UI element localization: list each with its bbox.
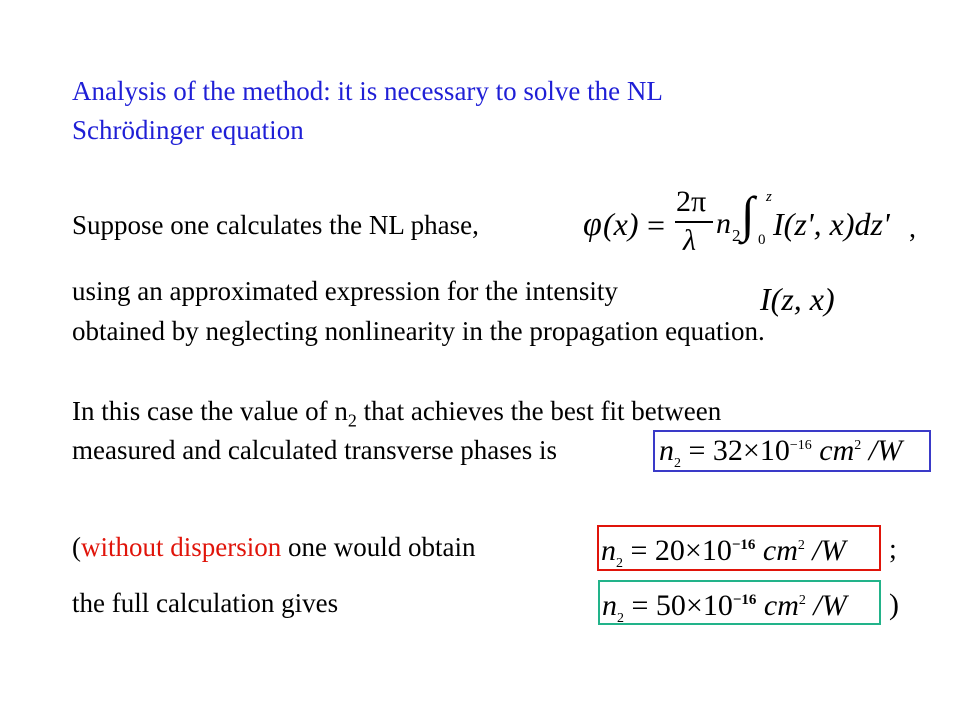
equals-sign: =	[647, 207, 666, 243]
no-dispersion-formula	[601, 534, 846, 571]
no-dispersion-formula-box	[597, 525, 881, 571]
phi-argument: (x)	[603, 206, 639, 242]
best-fit-per: /W	[868, 434, 903, 467]
without-open-paren: (	[72, 532, 81, 562]
case-line-1-after: that achieves the best fit between	[356, 396, 722, 426]
heading-line-1: Analysis of the method: it is necessary to solve the NL	[72, 76, 663, 106]
best-fit-unit-exponent: 2	[854, 438, 862, 453]
phase-formula	[583, 185, 943, 265]
best-fit-formula-box	[653, 430, 931, 472]
trailing-comma: ,	[909, 213, 916, 244]
no-dispersion-exponent: −16	[731, 537, 756, 553]
best-fit-formula	[659, 434, 903, 471]
full-calculation-n-sub: 2	[617, 611, 624, 626]
suppose-text: Suppose one calculates the NL phase,	[72, 210, 479, 240]
best-fit-exponent: −16	[789, 438, 812, 453]
without-line	[72, 534, 475, 561]
integrand: I(z', x)dz'	[773, 206, 890, 242]
integral-sign: ∫	[741, 186, 755, 242]
fraction-bar	[675, 221, 713, 223]
full-calculation-exponent: −16	[732, 592, 757, 608]
n-subscript: 2	[732, 226, 741, 245]
no-dispersion-value: = 20×10	[630, 534, 732, 567]
no-dispersion-n: n	[601, 534, 616, 567]
best-fit-n-sub: 2	[674, 456, 681, 471]
full-calculation-unit: cm	[763, 589, 799, 622]
phi-symbol: φ	[583, 206, 602, 243]
full-calculation-value: = 50×10	[631, 589, 733, 622]
full-calculation-text: the full calculation gives	[72, 588, 339, 618]
using-line-2: obtained by neglecting nonlinearity in the propagation equation.	[72, 316, 765, 346]
full-calculation-unit-exponent: 2	[798, 593, 806, 608]
full-calculation-per: /W	[813, 589, 847, 622]
no-dispersion-unit-exponent: 2	[797, 538, 805, 553]
fraction-numerator: 2π	[676, 185, 707, 218]
best-fit-unit: cm	[819, 434, 855, 467]
case-line-2: measured and calculated transverse phases is	[72, 435, 558, 465]
fraction-denominator: λ	[683, 224, 696, 257]
no-dispersion-unit: cm	[762, 534, 798, 567]
heading-line-2: Schrödinger equation	[72, 115, 304, 145]
without-rest: one would obtain	[281, 532, 476, 562]
semicolon: ;	[889, 534, 897, 565]
best-fit-value: = 32×10	[688, 434, 790, 467]
full-calculation-formula	[602, 589, 847, 626]
closing-paren: )	[889, 588, 899, 621]
case-line-1	[72, 396, 722, 431]
using-line-1: using an approximated expression for the intensity	[72, 276, 618, 306]
full-calculation-formula-box	[598, 580, 881, 625]
case-line-1-subscript: 2	[347, 410, 357, 431]
without-dispersion-text: without dispersion	[81, 532, 282, 562]
integral-upper-limit: z	[766, 189, 772, 205]
full-calculation-n: n	[602, 589, 617, 622]
intensity-symbol: I(z, x)	[760, 281, 835, 317]
best-fit-n: n	[659, 434, 674, 467]
case-line-1-before: In this case the value of n	[72, 396, 348, 426]
n-symbol: n	[716, 207, 731, 240]
no-dispersion-n-sub: 2	[616, 556, 623, 571]
integral-lower-limit: 0	[758, 232, 766, 248]
no-dispersion-per: /W	[812, 534, 846, 567]
